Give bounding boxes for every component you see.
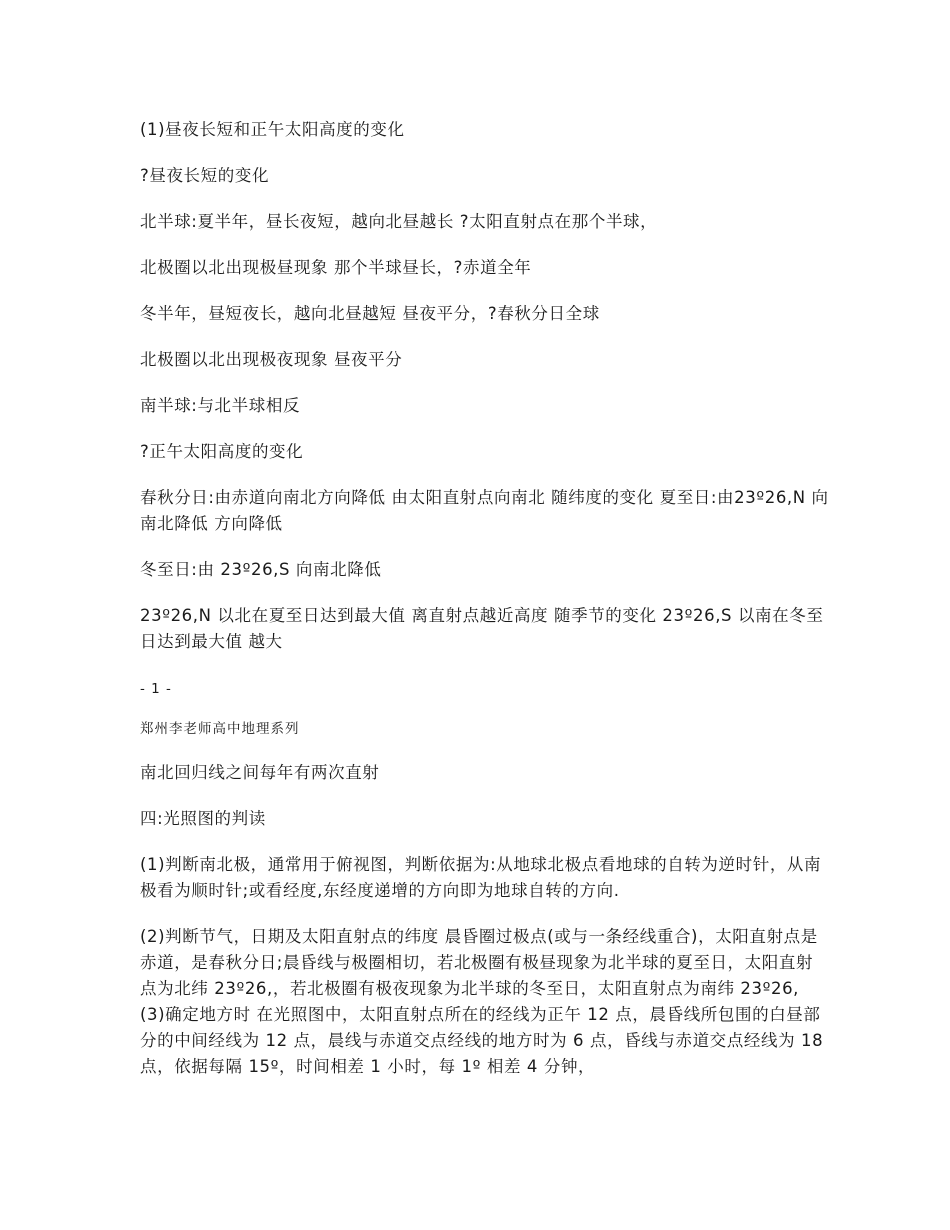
paragraph-max-value: 23º26,N 以北在夏至日达到最大值 离直射点越近高度 随季节的变化 23º26,S 以南在冬至日达到最大值 越大: [140, 606, 824, 651]
paragraph-determine-poles: (1)判断南北极，通常用于俯视图，判断依据为:从地球北极点看地球的自转为逆时针，从南极看为顺时针;或看经度,东经度递增的方向即为地球自转的方向.: [140, 855, 822, 900]
section-heading-illumination-map: 四:光照图的判读: [140, 809, 266, 828]
subheading-noon-sun-height: ?正午太阳高度的变化: [140, 442, 304, 461]
section-heading-day-night-sun-height: (1)昼夜长短和正午太阳高度的变化: [140, 120, 405, 139]
paragraph-winter-solstice: 冬至日:由 23º26,S 向南北降低: [140, 560, 382, 579]
paragraph-determine-solar-terms: (2)判断节气，日期及太阳直射点的纬度 晨昏圈过极点(或与一条经线重合)，太阳直射点是赤道，是春秋分日;晨昏线与极圈相切，若北极圈有极昼现象为北半球的夏至日，太阳直射点为北纬 23º26,，若北极圈有极夜现象为北半球的冬至日，太阳直射点为南纬 23º26, (3)确定地方时 在光照图中，太阳直射点所在的经线为正午 12 点，晨昏线所包围的白昼部分的中间经线为 12 点，晨线与赤道交点经线的地方时为 6 点，昏线与赤道交点经线为 18 点，依据每隔 15º，时间相差 1 小时，每 1º 相差 4 分钟，: [140, 927, 830, 1076]
paragraph-polar-day: 北极圈以北出现极昼现象 那个半球昼长，?赤道全年: [140, 258, 532, 277]
paragraph-polar-night: 北极圈以北出现极夜现象 昼夜平分: [140, 350, 403, 369]
paragraph-two-direct-rays: 南北回归线之间每年有两次直射: [140, 763, 380, 782]
page-number: - 1 -: [140, 681, 172, 697]
paragraph-northern-summer: 北半球:夏半年，昼长夜短，越向北昼越长 ?太阳直射点在那个半球，: [140, 212, 658, 231]
subheading-day-length: ?昼夜长短的变化: [140, 166, 270, 185]
paragraph-southern-hemisphere: 南半球:与北半球相反: [140, 396, 301, 415]
paragraph-northern-winter: 冬半年，昼短夜长，越向北昼越短 昼夜平分，?春秋分日全球: [140, 304, 600, 323]
series-title: 郑州李老师高中地理系列: [140, 721, 300, 737]
paragraph-equinox-summer-solstice: 春秋分日:由赤道向南北方向降低 由太阳直射点向南北 随纬度的变化 夏至日:由23º26,N 向南北降低 方向降低: [140, 488, 829, 533]
